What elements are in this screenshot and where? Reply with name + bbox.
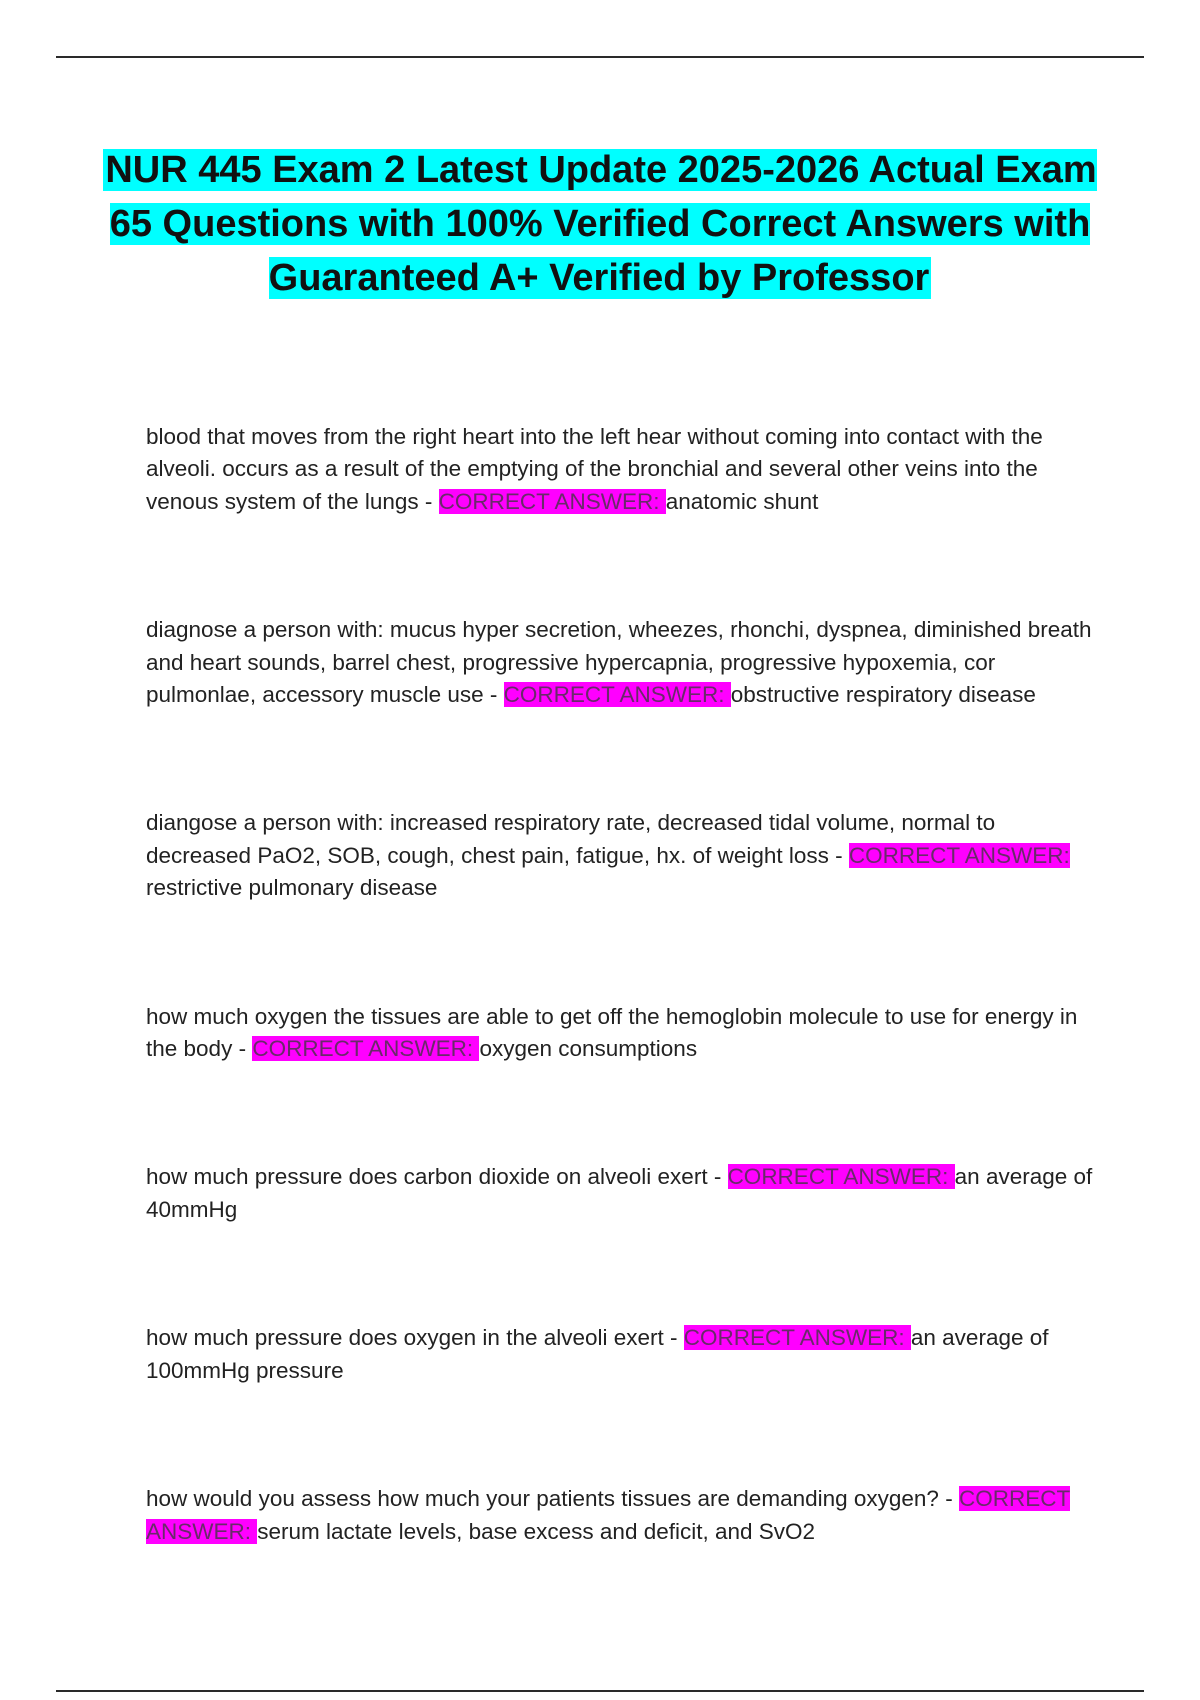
correct-answer-tag: CORRECT ANSWER: [848, 842, 1070, 868]
correct-answer-tag: CORRECT ANSWER: [146, 1486, 1071, 1544]
qa-item [146, 1001, 1096, 1066]
qa-list [146, 421, 1096, 1548]
question-text: how much oxygen the tissues are able to get off the hemoglobin molecule to use for energy in the body - [146, 1003, 1078, 1062]
answer-text: obstructive respiratory disease [730, 682, 1036, 708]
qa-item [146, 1161, 1096, 1226]
question-text: how much pressure does carbon dioxide on alveoli exert - [146, 1164, 728, 1190]
correct-answer-tag: CORRECT ANSWER: [252, 1036, 480, 1062]
question-text: how much pressure does oxygen in the alveoli exert - [146, 1325, 684, 1351]
qa-item [146, 807, 1096, 904]
qa-item [146, 1483, 1096, 1548]
question-text: diagnose a person with: mucus hyper secretion, wheezes, rhonchi, dyspnea, diminished breath and heart sounds, barrel chest, progressive hypercapnia, progressive hypoxemia, cor pulmonlae, accessory muscle use - [146, 617, 1092, 708]
correct-answer-tag: CORRECT ANSWER: [683, 1325, 911, 1351]
document-title [100, 143, 1100, 305]
question-text: diangose a person with: increased respiratory rate, decreased tidal volume, normal to decreased PaO2, SOB, cough, chest pain, fatigue, hx. of weight loss - [146, 810, 996, 868]
answer-text: an average of 40mmHg [146, 1164, 1093, 1222]
answer-text: oxygen consumptions [479, 1036, 698, 1062]
qa-item [146, 614, 1096, 711]
title-highlight: NUR 445 Exam 2 Latest Update 2025-2026 Actual Exam 65 Questions with 100% Verified Correct Answers with Guaranteed A+ Verified by Professor [105, 149, 1097, 299]
answer-text: an average of 100mmHg pressure [146, 1325, 1049, 1383]
correct-answer-tag: CORRECT ANSWER: [727, 1164, 955, 1190]
correct-answer-tag: CORRECT ANSWER: [438, 488, 666, 514]
answer-text: serum lactate levels, base excess and deficit, and SvO2 [257, 1518, 816, 1544]
qa-item [146, 421, 1096, 518]
question-text: how would you assess how much your patients tissues are demanding oxygen? - [146, 1486, 959, 1512]
question-text: blood that moves from the right heart into the left hear without coming into contact with the alveoli. occurs as a result of the emptying of the bronchial and several other veins into the venous system of the lungs - [146, 424, 1043, 514]
qa-item [146, 1322, 1096, 1387]
top-divider [56, 56, 1144, 58]
answer-text: anatomic shunt [665, 488, 819, 514]
bottom-divider [56, 1690, 1144, 1692]
correct-answer-tag: CORRECT ANSWER: [503, 682, 731, 708]
answer-text: restrictive pulmonary disease [146, 875, 438, 901]
